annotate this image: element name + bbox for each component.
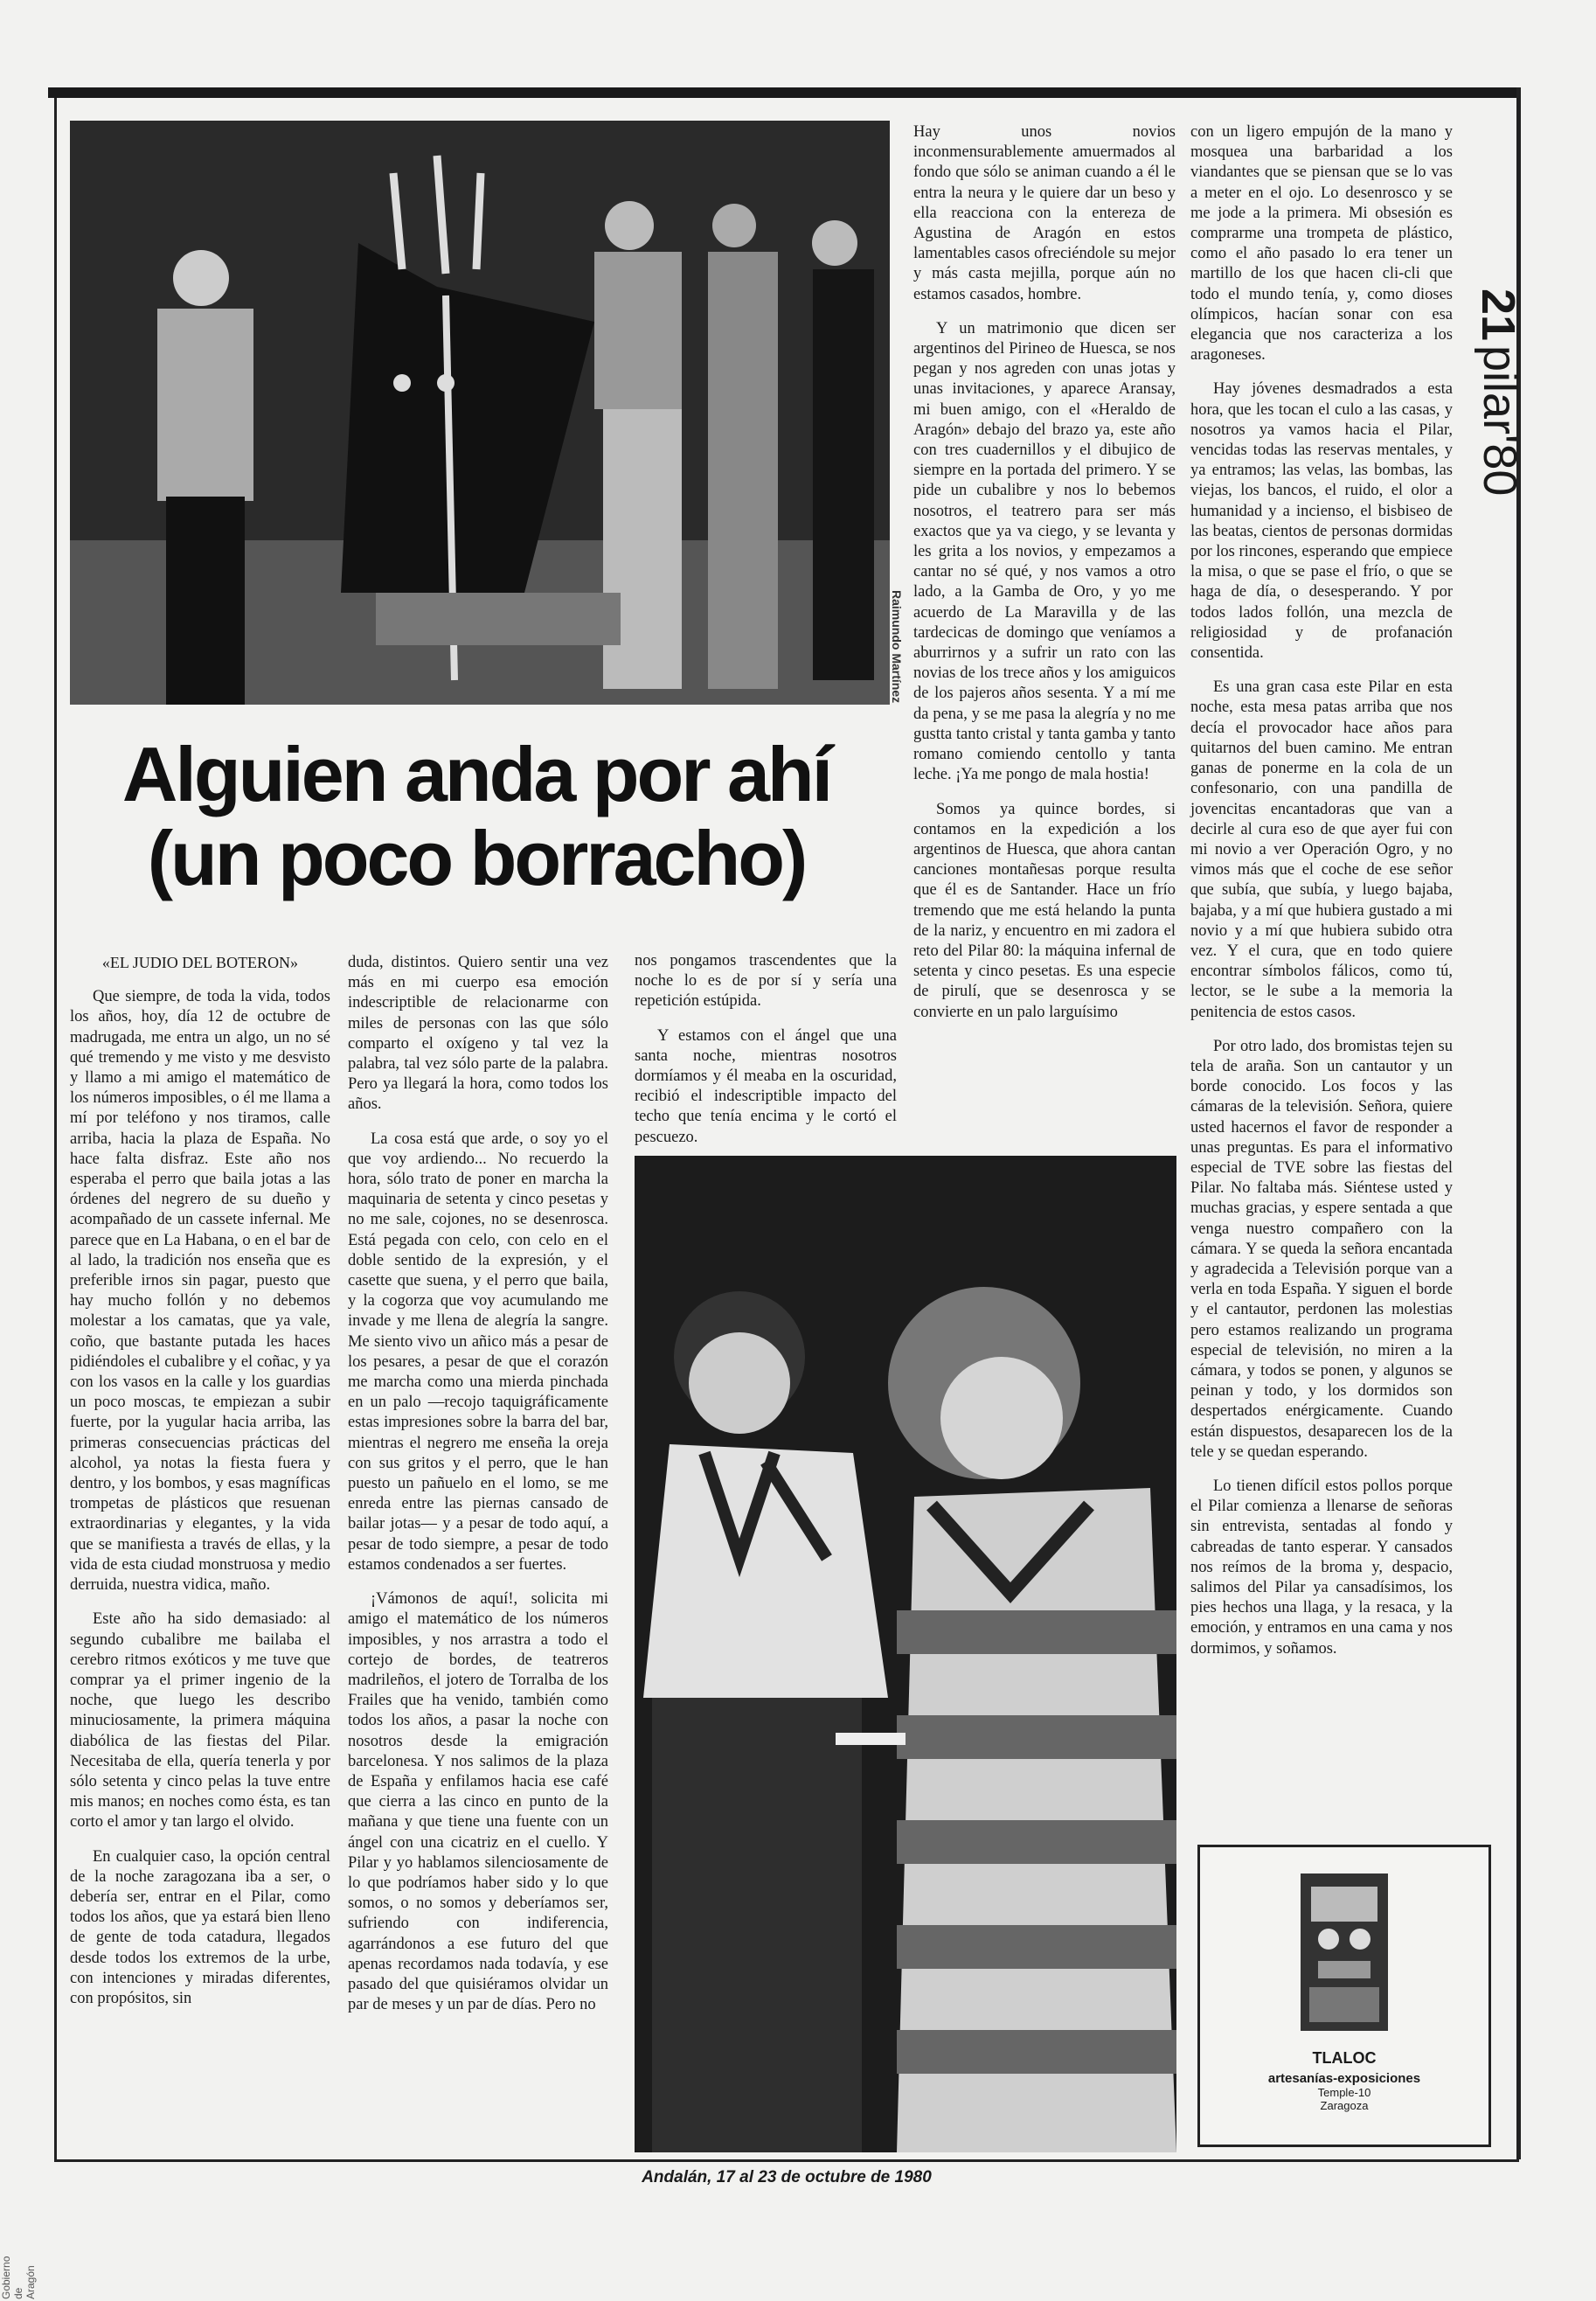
paragraph: Hay unos novios inconmensurablemente amuermados al fondo que sólo se animan cuando a él le entra la neura y le quiere dar un beso y ella reacciona con la entereza de Agustina de Aragón en estos lamentables casos ofreciéndole su mejor y más casta mejilla, porque aún no estamos casados, hombre.	[913, 123, 1176, 303]
ad-line-1: artesanías-exposiciones	[1267, 2071, 1421, 2086]
paragraph: duda, distintos. Quiero sentir una vez más en mi cuerpo esa emoción indescriptible de relacionarme con miles de personas con las que sólo comparto el oxígeno y tal vez la palabra, tal vez sólo parte de la palabra. Pero ya llegará la hora, como todos los años.	[348, 954, 608, 1114]
margin-note: Gobierno de Aragón	[0, 2256, 37, 2299]
top-rule	[48, 87, 1516, 98]
top-photo	[70, 121, 890, 705]
paragraph: En cualquier caso, la opción central de la noche zaragozana iba a ser, o debería ser, entrar en el Pilar, como todos los años, que ya estará bien lleno de gente de toda catadura, llegados desde todos los extremos de la urbe, con intenciones y miradas diferentes, con propósitos, sin	[70, 1847, 330, 2007]
bottom-rule	[54, 2159, 1519, 2162]
paragraph: Y un matrimonio que dicen ser argentinos del Pirineo de Huesca, se nos pegan y nos agreden con unas jotas y unas invitaciones, y aparece Aransay, mi buen amigo, con el «Heraldo de Aragón» debajo del brazo ya, este año con tres cuadernillos y el dibujico de siempre en la portada del primero. Y se pide un cubalibre y nos lo bebemos nosotros, el teatrero para ser más exactos que ya va ciego, y se levanta y les grita a los novios, y empezamos a cantar no sé qué, y nos vamos a otro lado, a la Gamba de Oro, y yo me acuerdo de La Maravilla y de las tardecicas de domingo que veníamos a aburrirnos y a sufrir un rato con las novias de los trece años y los amiguicos de los pajeros años sesenta. Y a mí me da pena, y se me pasa la alegría y no me gustta tanto cristal y tanta gamba y tanto romano comiendo centollo y tanta leche. ¡Ya me pongo de mala hostia!	[913, 319, 1176, 784]
paragraph: Por otro lado, dos bromistas tejen su tela de araña. Son un cantautor y un borde conocido. Los focos y las cámaras de la televisión. Señora, quiere usted hacernos el favor de responder a unas preguntas. Es para el informativo especial de TVE sobre las fiestas del Pilar. No faltaba más. Siéntese usted y muchas gracias, y espere sentada a que venga nuestro compañero con la cámara. Y se queda la señora encantada y agradecida a Televisión porque van a verla en toda España. Y siguen el borde y el cantautor, perdonen las molestias pero estamos realizando un programa especial de televisión, no miren a la cámara, y todos se ponen, y algunos se peinan y todo, y los dormidos son despertados enérgicamente. Cuando están dispuestos, desaparecen los de la tele y se quedan esperando.	[1190, 1037, 1453, 1461]
bottom-photo	[635, 1156, 1176, 2152]
section-tag: pilar'80	[1474, 345, 1526, 497]
article-column-1	[70, 953, 330, 2023]
paragraph: Es una gran casa este Pilar en esta noche, esta mesa patas arriba que nos decía el provocador hace años para quitarnos del buen camino. Me entran ganas de ponerme en la cola de un confesonario, con una pandilla de jovencitas encantadoras que van a decirle al cura eso de que ayer fui con mi novio a ver Operación Ogro, y no vimos más que el coche de ese señor que subía, que subía, y luego bajaba, bajaba, y a mí que hubiera gustado a mi novio y a mí que hubiera subido otra vez. Y el cura, que en todo quiere encontrar símbolos fálicos, como tú, lector, se le sube a la memoria la penitencia de estos casos.	[1190, 678, 1453, 1021]
advertisement	[1197, 1845, 1491, 2147]
footer-publication: Andalán, 17 al 23 de octubre de 1980	[642, 2168, 932, 2186]
tlaloc-figure-icon	[1292, 1865, 1397, 2040]
paragraph: con un ligero empujón de la mano y mosquea una barbaridad a los viandantes que se piensan que se lo vas a meter en el ojo. Lo desenrosco y se me jode a la primera. Mi obsesión es comprarme una trompeta de plástico, como el año pasado lo era tener un martillo de los que hacen cli-cli que todo el mundo tenía, y, como dioses olímpicos, hacían sonar con esa elegancia que nos caracteriza a los aragoneses.	[1190, 123, 1453, 365]
paragraph: Y estamos con el ángel que una santa noche, mientras nosotros dormíamos y él meaba en la oscuridad, recibió el indescriptible impacto del techo que tenía encima y le cortó el pescuezo.	[635, 1026, 897, 1146]
paragraph: Somos ya quince bordes, si contamos en la expedición a los argentinos de Huesca, que ahora cantan canciones montañesas porque resulta que él es de Santander. Hace un frío tremendo que me está helando la punta de la nariz, y encuentro en mi zadora el reto del Pilar 80: la máquina infernal de setenta y cinco pesetas. Es una especie de pirulí, que se desenrosca y se convierte en un palo larguísimo	[913, 800, 1176, 1021]
ad-line-2: Temple-10	[1317, 2086, 1371, 2099]
headline: Alguien anda por ahí (un poco borracho)	[121, 731, 831, 901]
article-column-3	[635, 951, 897, 1162]
paragraph: ¡Vámonos de aquí!, solicita mi amigo el matemático de los números imposibles, y nos arrastra a todo el cortejo de bordes, de teatreros madrileños, el jotero de Torralba de los Frailes que ha venido, también como todos los años, a pasar la noche con nosotros desde la emigración barcelonesa. Y nos salimos de la plaza de España y enfilamos hacia ese café que cierra a las cinco en punto de la mañana y que tiene una fuente con un ángel con una cicatriz en el cuello. Y Pilar y yo hablamos silenciosamente de lo que podríamos haber sido y lo que somos, o no somos y deberíamos ser, sufriendo con indiferencia, agarrándonos a ese futuro del que apenas recordamos nada todavía, y ese pasado del que quisiéramos olvidar un par de meses y un par de días. Pero no	[348, 1590, 608, 2014]
paragraph: La cosa está que arde, o soy yo el que voy ardiendo... No recuerdo la hora, sólo trato de poner en marcha la maquinaria de setenta y cinco pesetas y no me sale, cojones, no se desenrosca. Está pegada con celo, con celo en el doble sentido de la expresión, y el casette que suena, y el perro que baila, y la cogorza que voy acumulando me invade y me llena de alegría la sangre. Me siento vivo un añico más a pesar de los pesares, a pesar de que el corazón me marcha como una mierda pinchada en un palo —recojo taquigráficamente estas impresiones sobre la barra del bar, mientras el negrero me enseña la oreja con sus gritos y el perro, que le han puesto un pañuelo en el lomo, se me enreda entre las piernas cansado de bailar jotas— y a pesar de todo aquí, a pesar de todo siempre, a pesar de todo estamos condenados a ser fuertes.	[348, 1130, 608, 1574]
paragraph: Este año ha sido demasiado: al segundo cubalibre me bailaba el cerebro ritmos exóticos y me tuve que comprar ya el primer ingenio de la noche, que luego les describo minuciosamente, la primera máquina diabólica de las fiestas del Pilar. Necesitaba de ella, quería tenerla y por sólo setenta y cinco pelas la tuve entre mis manos; en noches como ésta, es tan corto el amor y tan largo el olvido.	[70, 1610, 330, 1832]
paragraph: Lo tienen difícil estos pollos porque el Pilar comienza a llenarse de señoras sin entrevista, sentadas al fondo y cabreadas de tanto esperar. Y cansados nos reímos de la broma y, despacio, salimos del Pilar ya cansadísimos, los pies hechos una llaga, y la resaca, y la emoción, y entramos en una cama y nos dormimos, y soñamos.	[1190, 1477, 1453, 1658]
photo-credit: Raimundo Martínez	[890, 590, 904, 704]
left-rule	[54, 98, 57, 2161]
article-column-5	[1190, 122, 1453, 1673]
article-column-4	[913, 122, 1176, 1037]
paragraph: Que siempre, de toda la vida, todos los años, hoy, día 12 de octubre de madrugada, me entra un algo, un no sé qué tremendo y me visto y me desvisto y llamo a mi amigo el matemático de los números imposibles, o él me llama a mí por teléfono y nos tiramos, calle arriba, hacia la plaza de España. No hace falta disfraz. Este año nos esperaba el perro que baila jotas a las órdenes del negrero de su dueño y acompañado de un cassete infernal. Me parece que en La Habana, o en el bar de al lado, la tradición nos enseña que es preferible irnos sin pagar, puesto que hay mucho follón y no debemos molestar a los camatas, que ya vale, coño, que bastante putada les haces pidiéndoles el cubalibre y el coñac, y ya con los vasos en la calle y los guardias un poco moscas, te empiezan a subir fuerte, por la yugular hacia arriba, las primeras consecuencias prácticas del alcohol, ya notas la fiesta fuera y dentro, y los bombos, y esas magníficas trompetas de plásticos que resuenan extraordinarias y elegantes, y la vida que se manifiesta a través de ellas, y la vida de esta ciudad monstruosa y medio derruida, nuestra vidica, maño.	[70, 988, 330, 1595]
ad-line-3: Zaragoza	[1320, 2099, 1369, 2112]
byline: «EL JUDIO DEL BOTERON»	[101, 954, 299, 971]
article-column-2	[348, 953, 608, 2029]
ad-brand: TLALOC	[1312, 2049, 1377, 2067]
paragraph: Hay jóvenes desmadrados a esta hora, que les tocan el culo a las casas, y nosotros ya vamos hacia el Pilar, vencidas todas las reservas mentales, y ya entramos; las velas, las bombas, las viejas, los bancos, el ruido, el olor a humanidad y a incienso, el bisbiseo de las beatas, cientos de personas dormidas por los rincones, esperando que empiece la misa, o que se pase el frío, o que se haga de día, o desesperando. Y por todos lados follón, una mezcla de religiosidad y de profanación consentida.	[1190, 380, 1454, 663]
paragraph: nos pongamos trascendentes que la noche lo es de por sí y sería una repetición estúpida.	[635, 952, 897, 1011]
page-number: 21	[1472, 288, 1524, 342]
